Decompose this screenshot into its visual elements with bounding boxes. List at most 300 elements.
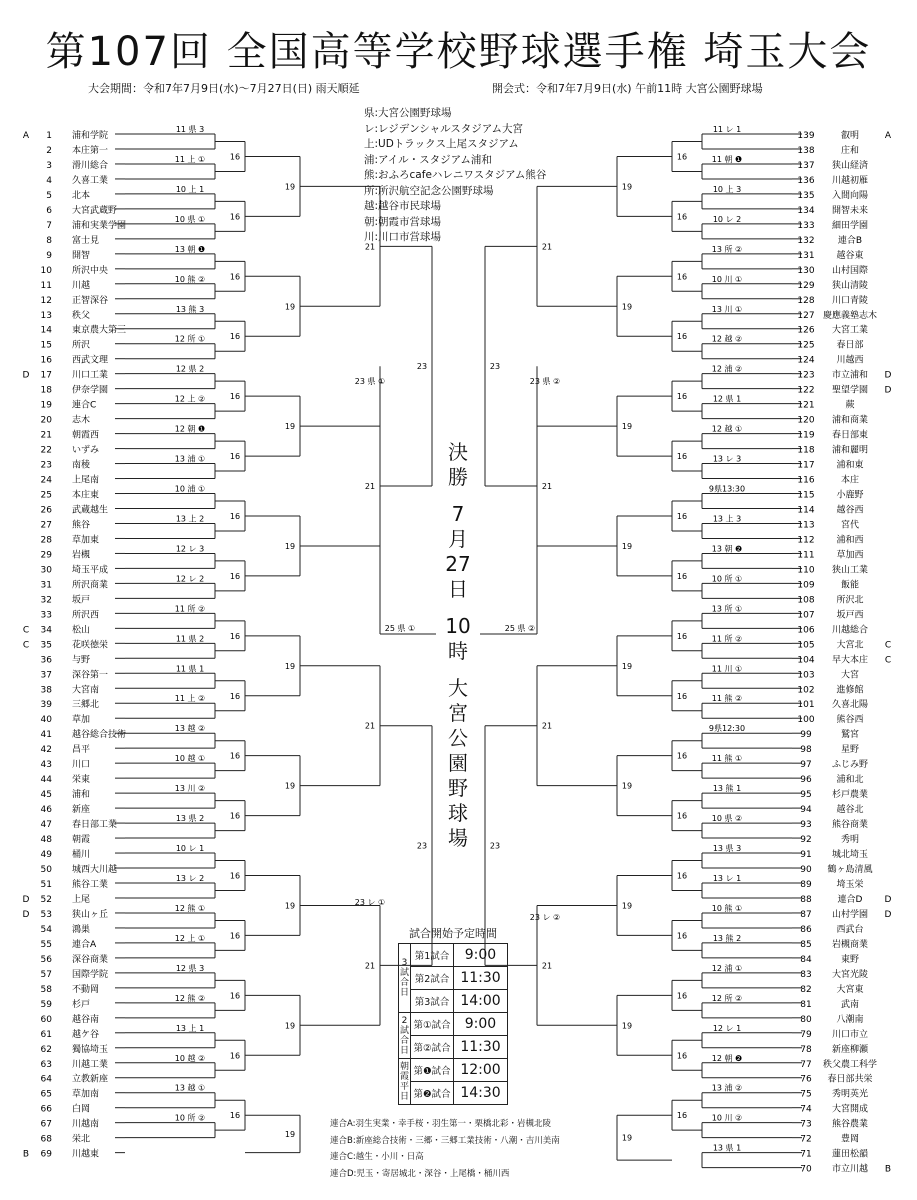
team-number: 57	[40, 969, 52, 980]
game-label: 11 朝 ❶	[711, 154, 743, 164]
round-label: 16	[229, 811, 241, 821]
round-label: 19	[621, 541, 633, 551]
team-name: 八潮南	[836, 1014, 864, 1025]
schedule-table	[398, 925, 508, 1105]
game-label: 13 浦 ②	[711, 1083, 743, 1093]
final-char	[436, 490, 480, 502]
team-number: 138	[797, 145, 815, 156]
team-number: 112	[797, 535, 815, 546]
seed-letter: D	[22, 894, 30, 905]
team-number: 3	[46, 160, 52, 171]
schedule-time: 9:00	[454, 944, 508, 967]
team-number: 1	[46, 131, 52, 141]
team-number: 102	[797, 685, 815, 696]
team-name: 鷲宮	[840, 730, 860, 741]
team-number: 40	[40, 715, 52, 726]
team-name: 浦和麗明	[831, 445, 869, 456]
game-label: 9県13:30	[708, 484, 746, 494]
team-name: 熊谷商業	[831, 820, 869, 831]
game-label: 12 熊 ②	[174, 993, 206, 1003]
team-number: 51	[40, 880, 52, 890]
team-number: 84	[800, 954, 812, 965]
round-label: 21	[364, 721, 376, 731]
team-number: 96	[800, 775, 812, 786]
team-number: 63	[40, 1059, 52, 1070]
final-char: 大	[448, 676, 468, 700]
semi-label: 23 レ ①	[354, 898, 386, 907]
final-char: 公	[448, 726, 468, 750]
team-number: 42	[40, 745, 52, 756]
team-name: 岩槻商業	[831, 939, 869, 950]
team-number: 123	[797, 370, 815, 381]
team-number: 74	[800, 1104, 812, 1115]
game-label: 13 県 1	[712, 1143, 742, 1153]
team-name: 草加東	[72, 535, 100, 546]
team-number: 36	[40, 655, 52, 666]
venue-item: 上:UDトラックス上尾スタジアム	[364, 138, 519, 150]
team-number: 85	[800, 939, 812, 950]
schedule-time: 9:00	[454, 1013, 508, 1036]
team-number: 134	[797, 205, 815, 216]
round-label: 16	[676, 691, 688, 701]
game-label: 13 川 ①	[711, 304, 743, 314]
team-name: 連合D	[837, 894, 863, 905]
team-number: 26	[40, 505, 52, 516]
team-name: 鶴ヶ島清風	[827, 865, 873, 876]
round-label: 16	[229, 392, 241, 402]
game-label: 11 レ 1	[712, 125, 742, 134]
round-label: 16	[229, 931, 241, 941]
team-number: 17	[40, 370, 52, 381]
team-name: 不動岡	[72, 984, 100, 995]
team-number: 139	[797, 131, 815, 141]
team-name: 叡明	[840, 131, 860, 141]
team-name: 白岡	[72, 1104, 91, 1115]
team-number: 110	[797, 565, 815, 576]
game-label: 13 上 1	[175, 1023, 205, 1033]
team-number: 103	[797, 670, 815, 681]
schedule-time: 11:30	[454, 1036, 508, 1059]
team-name: 東野	[840, 954, 860, 965]
team-name: 山村学園	[831, 909, 869, 920]
team-number: 25	[40, 490, 52, 501]
game-label: 13 川 ②	[174, 784, 206, 794]
team-name: 宮代	[840, 520, 860, 531]
team-number: 53	[40, 909, 52, 920]
team-name: 城西大川越	[72, 865, 118, 876]
team-name: 与野	[72, 655, 91, 666]
seed-letter: A	[22, 131, 30, 141]
team-name: 狭山清陵	[831, 280, 869, 291]
team-name: 入間向陽	[831, 190, 869, 201]
round-label: 16	[676, 811, 688, 821]
team-number: 104	[797, 655, 815, 666]
team-number: 73	[800, 1119, 812, 1130]
seed-letter: D	[884, 909, 892, 920]
game-label: 12 レ 2	[175, 574, 205, 584]
team-number: 45	[40, 790, 52, 801]
game-label: 12 上 ②	[174, 394, 206, 404]
round-label: 19	[284, 1021, 296, 1031]
team-name: 浦和実業学園	[72, 220, 127, 231]
round-label: 16	[229, 272, 241, 282]
team-number: 124	[797, 355, 815, 366]
seed-letter: A	[884, 131, 892, 141]
round-label: 21	[541, 482, 553, 492]
game-label: 13 県 2	[175, 814, 205, 824]
round-label: 16	[229, 152, 241, 162]
team-number: 81	[800, 999, 812, 1010]
team-number: 86	[800, 924, 812, 935]
team-name: 浦和西	[836, 535, 864, 546]
venue-item: 川:川口市営球場	[364, 231, 442, 243]
round-label: 16	[229, 212, 241, 222]
team-name: 富士見	[72, 235, 100, 246]
round-label: 16	[676, 212, 688, 222]
game-label: 12 朝 ❶	[174, 424, 206, 434]
team-name: 川口青陵	[831, 295, 869, 306]
game-label: 11 県 2	[175, 634, 205, 644]
team-name: 越谷西	[836, 505, 864, 516]
team-name: 市立浦和	[831, 370, 869, 381]
team-number: 100	[797, 715, 815, 726]
game-label: 10 所 ②	[174, 1113, 206, 1123]
team-name: 本庄第一	[72, 145, 109, 156]
round-label: 16	[229, 871, 241, 881]
team-name: 鴻巣	[72, 924, 91, 935]
team-name: 狭山工業	[831, 565, 869, 576]
schedule-time: 12:00	[454, 1059, 508, 1082]
round-label: 16	[676, 392, 688, 402]
team-number: 54	[40, 924, 52, 935]
team-name: 狭山経済	[831, 160, 869, 171]
team-name: 飯能	[840, 580, 860, 591]
final-char: 10	[445, 614, 471, 638]
game-label: 11 県 3	[175, 125, 205, 134]
game-label: 10 上 3	[712, 184, 742, 194]
final-char: 宮	[448, 701, 468, 725]
final-char: 園	[448, 751, 468, 775]
page-title: 第107回 全国高等学校野球選手権 埼玉大会	[45, 29, 872, 75]
round-label: 16	[676, 152, 688, 162]
round-label: 16	[229, 691, 241, 701]
team-number: 55	[40, 939, 52, 950]
team-name: 川越南	[72, 1119, 100, 1130]
note-item: 連合A:羽生実業・幸手桜・羽生第一・栗橋北彩・岩槻北陵	[330, 1119, 552, 1129]
team-number: 133	[797, 220, 815, 231]
game-label: 12 所 ②	[711, 993, 743, 1003]
team-name: 滑川総合	[72, 160, 109, 171]
round-label: 23	[489, 362, 501, 372]
game-label: 13 レ 1	[712, 874, 742, 883]
game-label: 10 上 1	[175, 184, 205, 194]
team-name: 連合B	[837, 235, 863, 246]
team-number: 106	[797, 625, 815, 636]
game-label: 13 レ 3	[712, 454, 742, 464]
team-name: 慶應義塾志木	[822, 310, 878, 321]
game-label: 13 上 2	[175, 514, 205, 524]
team-name: 栄北	[72, 1134, 91, 1145]
team-number: 94	[800, 805, 812, 816]
game-label: 13 所 ②	[711, 244, 743, 254]
game-label: 13 越 ①	[174, 1083, 206, 1093]
round-label: 21	[364, 482, 376, 492]
game-label: 10 所 ①	[711, 574, 743, 584]
round-label: 16	[229, 511, 241, 521]
team-number: 88	[800, 894, 812, 905]
round-label: 19	[621, 422, 633, 432]
team-name: 聖望学園	[831, 385, 869, 396]
round-label: 16	[676, 511, 688, 521]
team-name: 杉戸	[72, 999, 91, 1010]
team-name: 川口市立	[831, 1029, 869, 1040]
team-name: 浦和学院	[72, 131, 109, 141]
seed-letter: C	[22, 625, 30, 636]
team-number: 98	[800, 745, 812, 756]
team-number: 120	[797, 415, 815, 426]
team-name: 伊奈学園	[72, 385, 109, 396]
round-label: 16	[676, 571, 688, 581]
game-label: 11 県 1	[175, 664, 205, 674]
team-number: 126	[797, 325, 815, 336]
team-number: 79	[800, 1029, 812, 1040]
team-name: 西武台	[836, 924, 864, 935]
team-name: 越谷北	[836, 805, 864, 816]
team-number: 2	[46, 145, 52, 156]
team-number: 30	[40, 565, 52, 576]
team-name: 進修館	[836, 685, 864, 696]
round-label: 19	[621, 901, 633, 911]
team-number: 129	[797, 280, 815, 291]
schedule-time: 14:30	[454, 1082, 508, 1105]
team-name: 春日部共栄	[827, 1074, 873, 1085]
team-number: 137	[797, 160, 815, 171]
schedule-game: 第①試合	[411, 1013, 454, 1036]
team-number: 65	[40, 1089, 52, 1100]
team-number: 44	[40, 775, 52, 786]
team-name: 所沢中央	[72, 265, 109, 276]
game-label: 11 上 ②	[174, 694, 206, 704]
game-label: 11 所 ②	[174, 604, 206, 614]
team-number: 97	[800, 760, 812, 771]
team-number: 68	[40, 1134, 52, 1145]
round-label: 19	[284, 541, 296, 551]
game-label: 13 熊 2	[712, 933, 742, 943]
team-name: 狭山ヶ丘	[72, 909, 109, 920]
semi-label: 23 県 ②	[529, 377, 561, 386]
round-label: 19	[284, 182, 296, 192]
team-name: 新座柳瀬	[831, 1044, 869, 1055]
team-name: 埼玉栄	[836, 880, 864, 890]
team-number: 14	[40, 325, 52, 336]
round-label: 16	[229, 452, 241, 462]
schedule-game: 第1試合	[411, 944, 454, 967]
game-label: 12 所 ①	[174, 334, 206, 344]
team-number: 9	[46, 250, 52, 261]
round-label: 21	[541, 961, 553, 971]
team-number: 5	[46, 190, 52, 201]
team-name: 本庄東	[72, 490, 100, 501]
team-number: 66	[40, 1104, 52, 1115]
team-name: 細田学園	[831, 220, 869, 231]
team-number: 32	[40, 595, 52, 606]
semi-label: 23 レ ②	[529, 913, 561, 922]
team-name: 坂戸	[72, 595, 91, 606]
team-number: 10	[40, 265, 52, 276]
team-number: 87	[800, 909, 812, 920]
team-number: 38	[40, 685, 52, 696]
team-number: 108	[797, 595, 815, 606]
game-label: 10 レ 2	[712, 214, 742, 224]
round-label: 16	[676, 1111, 688, 1121]
team-name: 浦和東	[836, 460, 864, 471]
round-label: 19	[621, 1133, 633, 1143]
game-label: 13 上 3	[712, 514, 742, 524]
final-char: 決	[448, 440, 468, 464]
team-name: 南稜	[72, 460, 91, 471]
game-label: 10 浦 ①	[174, 484, 206, 494]
round-label: 23	[416, 841, 428, 851]
team-number: 4	[46, 175, 52, 186]
team-name: 桶川	[72, 850, 91, 861]
team-number: 128	[797, 295, 815, 306]
schedule-time: 11:30	[454, 967, 508, 990]
team-name: 深谷商業	[72, 954, 109, 965]
team-number: 52	[40, 894, 52, 905]
round-label: 23	[416, 362, 428, 372]
team-name: 三郷北	[72, 700, 100, 711]
final-char: 球	[448, 801, 468, 825]
team-number: 71	[800, 1149, 812, 1160]
team-number: 119	[797, 430, 815, 441]
team-number: 118	[797, 445, 815, 456]
round-label: 19	[621, 781, 633, 791]
game-label: 12 県 3	[175, 963, 205, 973]
round-label: 16	[229, 1111, 241, 1121]
final-char: 野	[448, 776, 468, 800]
final-char: 月	[448, 527, 468, 551]
team-name: 久喜工業	[72, 175, 109, 186]
team-name: 熊谷農業	[831, 1119, 869, 1130]
team-number: 20	[40, 415, 52, 426]
team-name: 連合C	[72, 400, 97, 411]
round-label: 23	[489, 841, 501, 851]
team-number: 67	[40, 1119, 52, 1130]
team-name: 西武文理	[72, 355, 109, 366]
team-name: 久喜北陽	[831, 700, 869, 711]
team-name: 正智深谷	[72, 295, 109, 306]
team-name: 武南	[840, 999, 860, 1010]
round-label: 16	[676, 871, 688, 881]
round-label: 21	[364, 242, 376, 252]
team-name: 越谷東	[836, 250, 864, 261]
team-number: 127	[797, 310, 815, 321]
game-label: 12 県 1	[712, 394, 742, 404]
game-label: 13 熊 3	[175, 304, 205, 314]
combined-team-notes	[330, 1116, 560, 1182]
team-name: 東京農大第三	[72, 325, 127, 336]
round-label: 19	[284, 661, 296, 671]
round-label: 16	[229, 631, 241, 641]
team-number: 59	[40, 999, 52, 1010]
team-number: 135	[797, 190, 815, 201]
round-label: 16	[676, 452, 688, 462]
semi-label: 23 県 ①	[354, 377, 386, 386]
team-number: 62	[40, 1044, 52, 1055]
team-name: 川越総合	[831, 625, 869, 636]
final-char: 7	[451, 502, 465, 526]
team-number: 121	[797, 400, 815, 411]
team-number: 24	[40, 475, 52, 486]
team-number: 18	[40, 385, 52, 396]
team-number: 60	[40, 1014, 52, 1025]
seed-letter: D	[22, 370, 30, 381]
seed-letter: C	[884, 640, 892, 651]
seed-letter: D	[22, 909, 30, 920]
game-label: 10 越 ①	[174, 754, 206, 764]
game-label: 12 県 2	[175, 364, 205, 374]
team-name: 開智未来	[831, 205, 869, 216]
team-number: 19	[40, 400, 52, 411]
round-label: 16	[676, 272, 688, 282]
final-game-left: 25 県 ①	[384, 624, 416, 633]
game-label: 10 県 ②	[711, 814, 743, 824]
round-label: 19	[621, 661, 633, 671]
team-name: 開智	[72, 250, 91, 261]
seed-letter: B	[22, 1149, 30, 1160]
team-number: 75	[800, 1089, 812, 1100]
game-label: 11 熊 ②	[711, 694, 743, 704]
team-number: 90	[800, 865, 812, 876]
team-name: 熊谷	[72, 520, 91, 531]
team-name: 豊岡	[840, 1134, 860, 1145]
final-info	[436, 440, 480, 851]
team-name: 庄和	[840, 145, 860, 156]
game-label: 12 レ 3	[175, 544, 205, 554]
team-name: 川口	[72, 760, 91, 771]
seed-letter: B	[884, 1164, 892, 1175]
team-name: 所沢商業	[72, 580, 109, 591]
team-name: 花咲徳栄	[72, 640, 109, 651]
team-number: 93	[800, 820, 812, 831]
round-label: 16	[229, 991, 241, 1001]
game-label: 12 浦 ①	[711, 963, 743, 973]
team-name: 北本	[72, 190, 91, 201]
round-label: 16	[676, 631, 688, 641]
round-label: 16	[229, 332, 241, 342]
team-number: 13	[40, 310, 52, 321]
seed-letter: C	[884, 655, 892, 666]
note-item: 連合D:児玉・寄居城北・深谷・上尾橋・桶川西	[330, 1168, 510, 1179]
final-game-right: 25 県 ②	[504, 624, 536, 633]
team-number: 39	[40, 700, 52, 711]
game-label: 11 熊 ①	[711, 754, 743, 764]
team-number: 105	[797, 640, 815, 651]
team-name: 大宮開成	[831, 1104, 869, 1115]
team-number: 72	[800, 1134, 812, 1145]
team-number: 23	[40, 460, 52, 471]
team-number: 78	[800, 1044, 812, 1055]
team-number: 34	[40, 625, 52, 636]
team-name: 大宮北	[836, 640, 864, 651]
team-name: 小鹿野	[836, 490, 864, 501]
team-number: 83	[800, 969, 812, 980]
round-label: 19	[284, 901, 296, 911]
seed-letter: D	[884, 370, 892, 381]
final-char: 場	[448, 826, 468, 850]
team-number: 28	[40, 535, 52, 546]
team-name: 上尾	[72, 894, 91, 905]
